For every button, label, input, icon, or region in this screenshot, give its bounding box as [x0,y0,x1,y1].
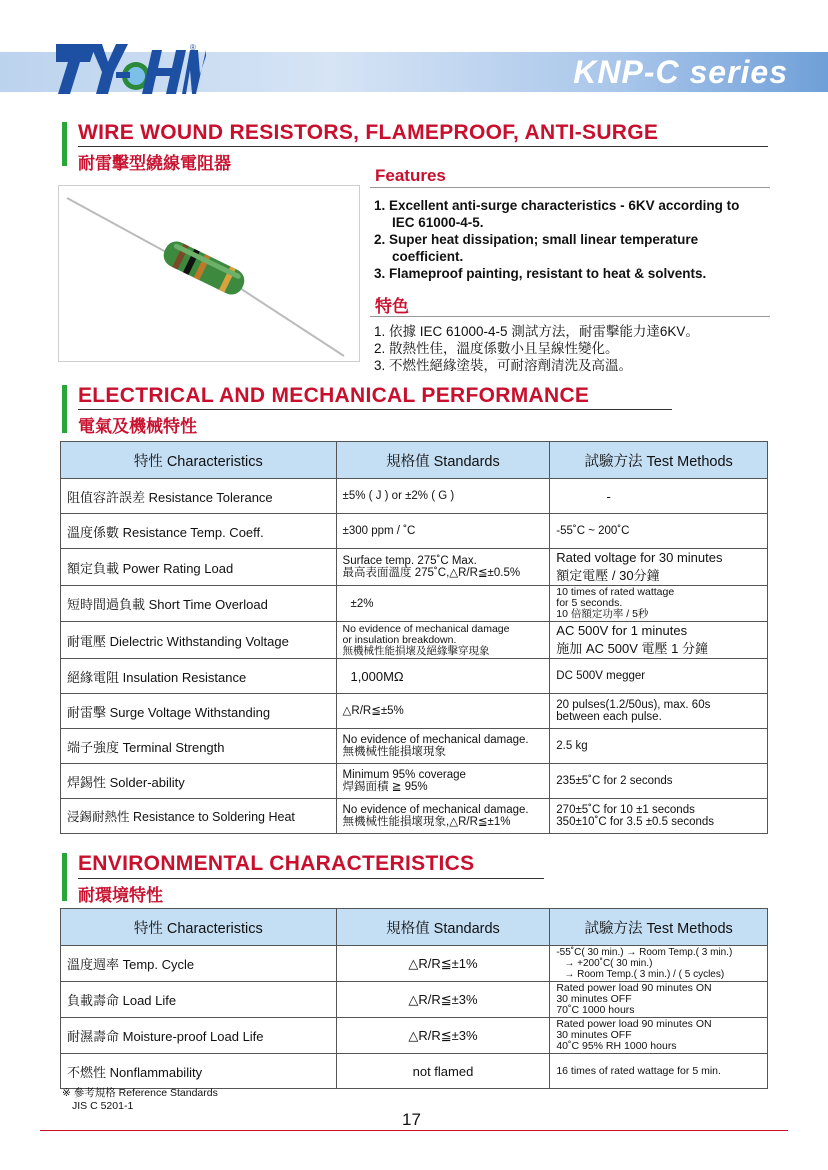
cell-line: 最高表面溫度 275˚C,△R/R≦±0.5% [342,567,521,579]
cell-test-method [550,1018,768,1054]
cell-standard [336,549,550,586]
cell-characteristic: 阻值容許誤差 Resistance Tolerance [61,479,337,514]
cell-standard [336,514,550,549]
cell-characteristic: 不燃性 Nonflammability [61,1054,337,1089]
cell-line: 16 times of rated wattage for 5 min. [556,1064,721,1077]
cell-test-method [550,549,768,586]
cell-line: between each pulse. [556,711,662,723]
cell-line: 無機械性能損壞現象 [342,746,447,758]
features-list-zh [374,323,699,374]
cell-standard [336,1054,550,1089]
cell-test-method [550,764,768,799]
cell-characteristic: 溫度週率 Temp. Cycle [61,946,337,982]
cell-line: or insulation breakdown. [342,633,457,646]
company-logo [56,42,206,100]
cell-line: not flamed [412,1063,474,1079]
cell-line: Minimum 95% coverage [342,769,466,781]
section-subtitle-wire-wound: 耐雷擊型繞線電阻器 [78,154,231,173]
reference-value: JIS C 5201-1 [72,1100,134,1112]
table-row [61,764,768,799]
header-test-methods: 試驗方法 Test Methods [550,442,768,479]
section-marker [62,385,67,433]
cell-line: 10 倍額定功率 / 5秒 [556,608,649,620]
cell-standard [336,982,550,1018]
section-divider [78,878,544,879]
cell-characteristic: 耐濕壽命 Moisture-proof Load Life [61,1018,337,1054]
cell-line: △R/R≦±5% [342,705,404,717]
cell-characteristic: 負載壽命 Load Life [61,982,337,1018]
section-marker [62,122,67,166]
cell-standard [336,799,550,834]
table-row [61,622,768,659]
cell-test-method [550,659,768,694]
footer-divider [40,1130,788,1131]
table-row [61,1054,768,1089]
cell-characteristic: 溫度係數 Resistance Temp. Coeff. [61,514,337,549]
cell-standard [336,586,550,622]
cell-characteristic: 耐雷擊 Surge Voltage Withstanding [61,694,337,729]
cell-line: DC 500V megger [556,670,646,682]
table-row [61,982,768,1018]
features-divider [370,316,770,317]
table-row [61,729,768,764]
registered-mark: ® [190,43,196,52]
cell-test-method [550,1054,768,1089]
cell-line: -55˚C ~ 200˚C [556,525,630,537]
cell-standard [336,479,550,514]
header-standards: 規格值 Standards [336,442,550,479]
cell-line: Surface temp. 275˚C Max. [342,555,477,567]
cell-line: for 5 seconds. [556,597,623,609]
table-row [61,514,768,549]
cell-line: 施加 AC 500V 電壓 1 分鐘 [556,641,708,656]
cell-line: △R/R≦±3% [408,991,478,1007]
section-title-wire-wound: WIRE WOUND RESISTORS, FLAMEPROOF, ANTI-SURGE [78,121,659,144]
header-test-methods: 試驗方法 Test Methods [550,909,768,946]
cell-line: No evidence of mechanical damage [342,622,510,635]
cell-line: → +200˚C( 30 min.) [564,958,653,969]
cell-characteristic: 端子強度 Terminal Strength [61,729,337,764]
cell-line: 235±5˚C for 2 seconds [556,775,673,787]
cell-line: 40˚C 95% RH 1000 hours [556,1040,677,1052]
section-divider [78,409,672,410]
cell-line: 額定電壓 / 30分鐘 [556,568,660,583]
feature-item: 3. 不燃性絕緣塗裝，可耐溶劑清洗及高溫。 [374,358,633,373]
features-divider [370,187,770,188]
cell-line: 焊錫面積 ≧ 95% [342,781,428,793]
cell-line: Rated power load 90 minutes ON [556,982,712,994]
cell-line: 30 minutes OFF [556,993,632,1005]
cell-test-method [550,694,768,729]
reference-standards [62,1087,218,1113]
feature-item: 2. 散熱性佳，溫度係數小且呈線性變化。 [374,341,619,356]
cell-line: △R/R≦±3% [408,1027,478,1043]
environmental-table [60,908,768,1089]
cell-line: -55˚C( 30 min.) → Room Temp.( 3 min.) [556,947,733,958]
section-title-environmental: ENVIRONMENTAL CHARACTERISTICS [78,852,475,875]
cell-line: Rated power load 90 minutes ON [556,1018,712,1030]
cell-line: - [606,488,611,504]
cell-line: No evidence of mechanical damage. [342,734,529,746]
cell-line: 350±10˚C for 3.5 ±0.5 seconds [556,816,715,828]
cell-line: ±2% [350,597,374,610]
cell-line: 70˚C 1000 hours [556,1004,635,1016]
cell-characteristic: 額定負載 Power Rating Load [61,549,337,586]
cell-line: 2.5 kg [556,740,588,752]
cell-line: 30 minutes OFF [556,1029,632,1041]
cell-test-method [550,479,768,514]
cell-line: → Room Temp.( 3 min.) / ( 5 cycles) [564,969,725,980]
header-characteristics: 特性 Characteristics [61,442,337,479]
table-row [61,799,768,834]
header-standards: 規格值 Standards [336,909,550,946]
table-header-row [61,909,768,946]
cell-test-method [550,514,768,549]
cell-test-method [550,729,768,764]
cell-characteristic: 短時間過負載 Short Time Overload [61,586,337,622]
features-list-en [374,197,739,282]
feature-item: 1. Excellent anti-surge characteristics - 6KV according to [374,198,740,213]
table-row [61,549,768,586]
feature-item: 1. 依據 IEC 61000-4-5 測試方法，耐雷擊能力達6KV。 [374,324,699,339]
cell-test-method [550,982,768,1018]
cell-line: ±5% ( J ) or ±2% ( G ) [342,490,455,502]
cell-test-method [550,799,768,834]
cell-line: △R/R≦±1% [408,955,478,971]
cell-line: ±300 ppm / ˚C [342,525,416,537]
cell-characteristic: 耐電壓 Dielectric Withstanding Voltage [61,622,337,659]
table-row [61,946,768,982]
cell-standard [336,659,550,694]
table-row [61,479,768,514]
cell-line: 270±5˚C for 10 ±1 seconds [556,804,695,816]
electrical-table [60,441,768,834]
cell-standard [336,764,550,799]
cell-standard [336,729,550,764]
page-number: 17 [402,1110,421,1129]
cell-line: 20 pulses(1.2/50us), max. 60s [556,699,711,711]
cell-line: AC 500V for 1 minutes [556,623,688,638]
cell-characteristic: 焊錫性 Solder-ability [61,764,337,799]
feature-item: IEC 61000-4-5. [392,215,484,230]
cell-line: No evidence of mechanical damage. [342,804,529,816]
cell-line: 無機械性能損壞現象,△R/R≦±1% [342,816,511,828]
reference-label: ※ 參考規格 Reference Standards [62,1087,218,1099]
cell-characteristic: 絕緣電阻 Insulation Resistance [61,659,337,694]
cell-standard [336,622,550,659]
cell-test-method [550,586,768,622]
feature-item: 3. Flameproof painting, resistant to heat & solvents. [374,266,707,281]
resistor-photo [58,185,360,362]
cell-line: Rated voltage for 30 minutes [556,550,723,565]
feature-item: 2. Super heat dissipation; small linear temperature [374,232,699,247]
section-marker [62,853,67,901]
header-characteristics: 特性 Characteristics [61,909,337,946]
cell-standard [336,694,550,729]
cell-test-method [550,622,768,659]
section-divider [78,146,768,147]
cell-line: 1,000MΩ [350,668,404,684]
cell-line: 無機械性能損壞及絕緣擊穿現象 [342,644,490,657]
series-title: KNP-C series [573,54,788,90]
section-subtitle-electrical: 電氣及機械特性 [78,417,197,436]
table-row [61,1018,768,1054]
cell-standard [336,946,550,982]
cell-test-method [550,946,768,982]
table-row [61,694,768,729]
section-subtitle-environmental: 耐環境特性 [78,886,163,905]
features-heading-zh: 特色 [375,297,409,316]
table-header-row [61,442,768,479]
feature-item: coefficient. [392,249,464,264]
cell-line: 10 times of rated wattage [556,586,675,598]
features-heading: Features [375,166,446,185]
cell-standard [336,1018,550,1054]
table-row [61,586,768,622]
table-row [61,659,768,694]
cell-characteristic: 浸錫耐熱性 Resistance to Soldering Heat [61,799,337,834]
section-title-electrical: ELECTRICAL AND MECHANICAL PERFORMANCE [78,384,590,407]
